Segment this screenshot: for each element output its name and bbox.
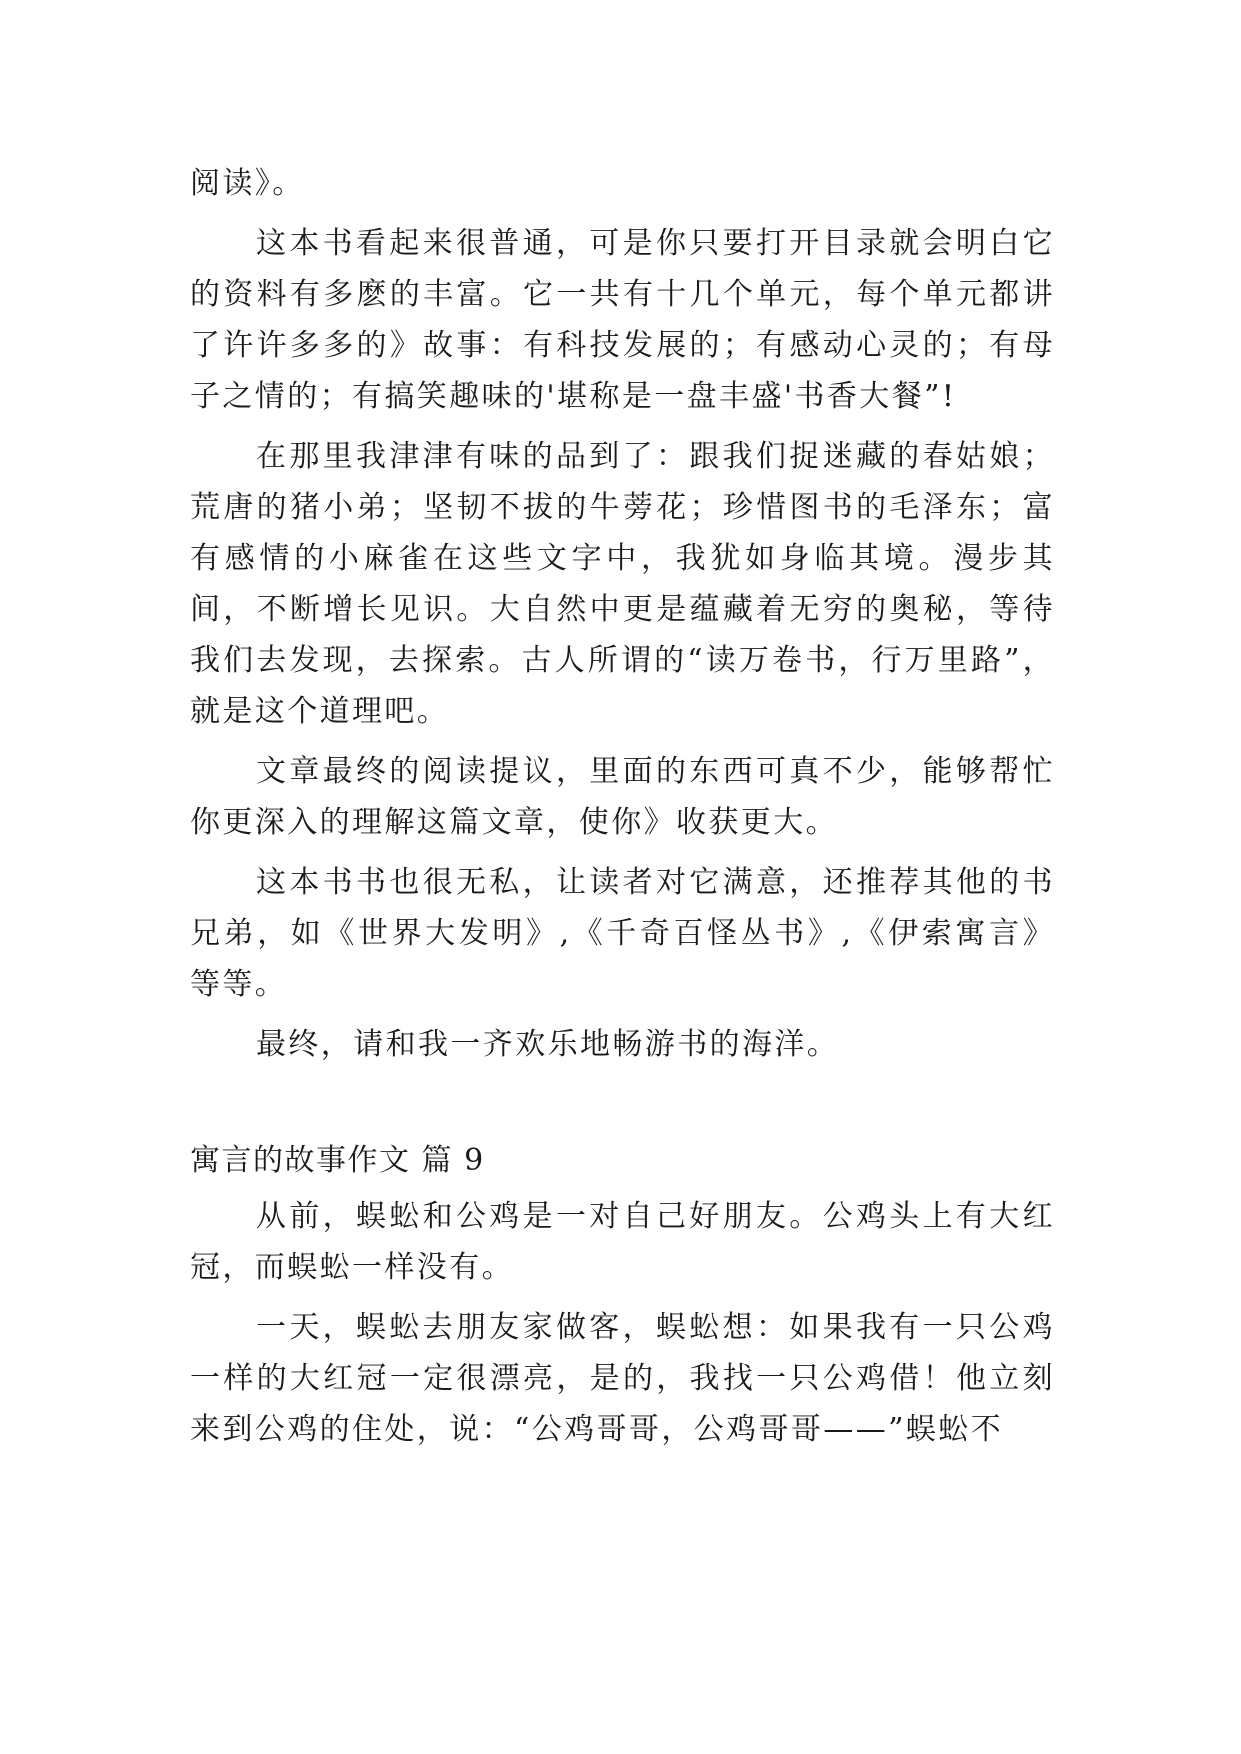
paragraph-reading-experience: 在那里我津津有味的品到了：跟我们捉迷藏的春姑娘；荒唐的猪小弟；坚韧不拔的牛蒡花；珍惜图书的毛泽东；富有感情的小麻雀在这些文字中，我犹如身临其境。漫步其间，不断增长见识。大自然中更是蕴藏着无穷的奥秘，等待我们去发现，去探索。古人所谓的“读万卷书，行万里路”，就是这个道理吧。 <box>190 439 1055 729</box>
paragraph-reading-suggestion: 文章最终的阅读提议，里面的东西可真不少，能够帮忙你更深入的理解这篇文章，使你》收获更大。 <box>190 754 1055 840</box>
paragraph-conclusion: 最终，请和我一齐欢乐地畅游书的海洋。 <box>256 1027 840 1062</box>
section-heading: 寓言的故事作文 篇 9 <box>190 1143 485 1178</box>
paragraph-continuation: 阅读》。 <box>190 166 305 201</box>
paragraph-story-body: 一天，蜈蚣去朋友家做客，蜈蚣想：如果我有一只公鸡一样的大红冠一定很漂亮，是的，我找一只公鸡借！他立刻来到公鸡的住处，说：“公鸡哥哥，公鸡哥哥——”蜈蚣不 <box>190 1310 1055 1447</box>
paragraph-book-recommendations: 这本书书也很无私，让读者对它满意，还推荐其他的书兄弟，如《世界大发明》,《千奇百怪丛书》,《伊索寓言》等等。 <box>190 865 1055 1002</box>
paragraph-story-intro: 从前，蜈蚣和公鸡是一对自己好朋友。公鸡头上有大红冠，而蜈蚣一样没有。 <box>190 1199 1055 1285</box>
paragraph-book-description: 这本书看起来很普通，可是你只要打开目录就会明白它的资料有多麽的丰富。它一共有十几个单元，每个单元都讲了许许多多的》故事：有科技发展的；有感动心灵的；有母子之情的；有搞笑趣味的'堪称是一盘丰盛'书香大餐”! <box>190 226 1055 414</box>
section-spacer <box>190 1079 1055 1135</box>
document-body <box>190 158 1055 1464</box>
